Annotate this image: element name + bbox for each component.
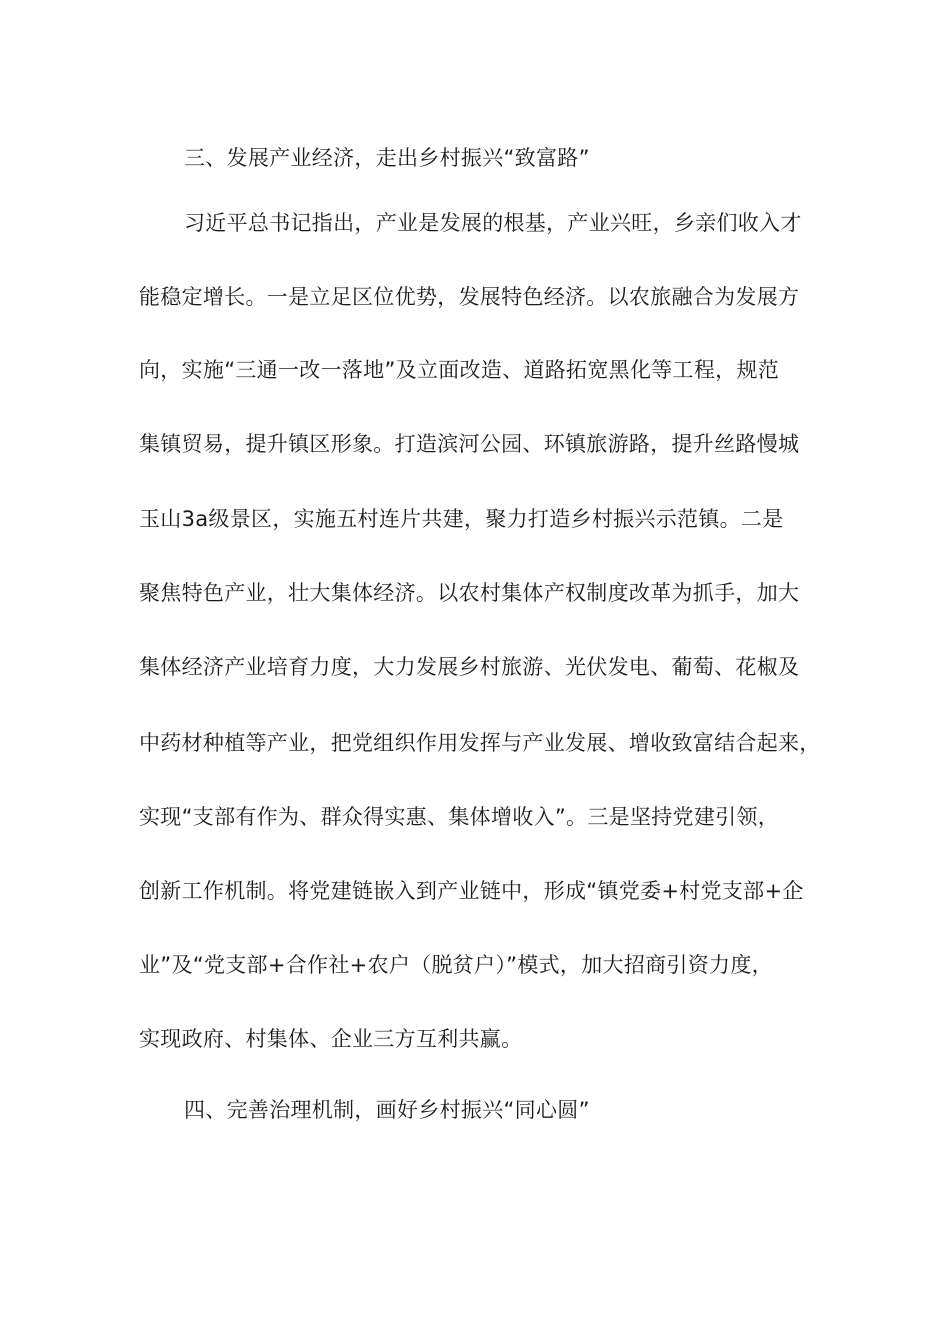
section-heading-4: 四、完善治理机制，画好乡村振兴“同心圆” xyxy=(184,1098,590,1122)
paragraph-line-8: 中药材种植等产业，把党组织作用发挥与产业发展、增收致富结合起来， xyxy=(139,731,821,755)
paragraph-line-12: 实现政府、村集体、企业三方互利共赢。 xyxy=(139,1027,523,1051)
section-heading-3: 三、发展产业经济，走出乡村振兴“致富路” xyxy=(184,146,590,170)
paragraph-line-10: 创新工作机制。将党建链嵌入到产业链中，形成“镇党委+村党支部+企 xyxy=(139,879,804,903)
paragraph-line-3: 向，实施“三通一改一落地”及立面改造、道路拓宽黑化等工程，规范 xyxy=(139,358,780,382)
paragraph-line-11: 业”及“党支部+合作社+农户（脱贫户）”模式，加大招商引资力度， xyxy=(139,953,773,977)
paragraph-line-6: 聚焦特色产业，壮大集体经济。以农村集体产权制度改革为抓手，加大 xyxy=(139,581,800,605)
paragraph-line-2: 能稳定增长。一是立足区位优势，发展特色经济。以农旅融合为发展方 xyxy=(139,285,800,309)
paragraph-line-4: 集镇贸易，提升镇区形象。打造滨河公园、环镇旅游路，提升丝路慢城 xyxy=(139,432,800,456)
paragraph-line-9: 实现“支部有作为、群众得实惠、集体增收入”。三是坚持党建引领， xyxy=(139,805,780,829)
paragraph-line-5: 玉山3a级景区，实施五村连片共建，聚力打造乡村振兴示范镇。二是 xyxy=(139,507,784,531)
paragraph-line-7: 集体经济产业培育力度，大力发展乡村旅游、光伏发电、葡萄、花椒及 xyxy=(139,655,800,679)
paragraph-line-1: 习近平总书记指出，产业是发展的根基，产业兴旺，乡亲们收入才 xyxy=(184,211,802,235)
